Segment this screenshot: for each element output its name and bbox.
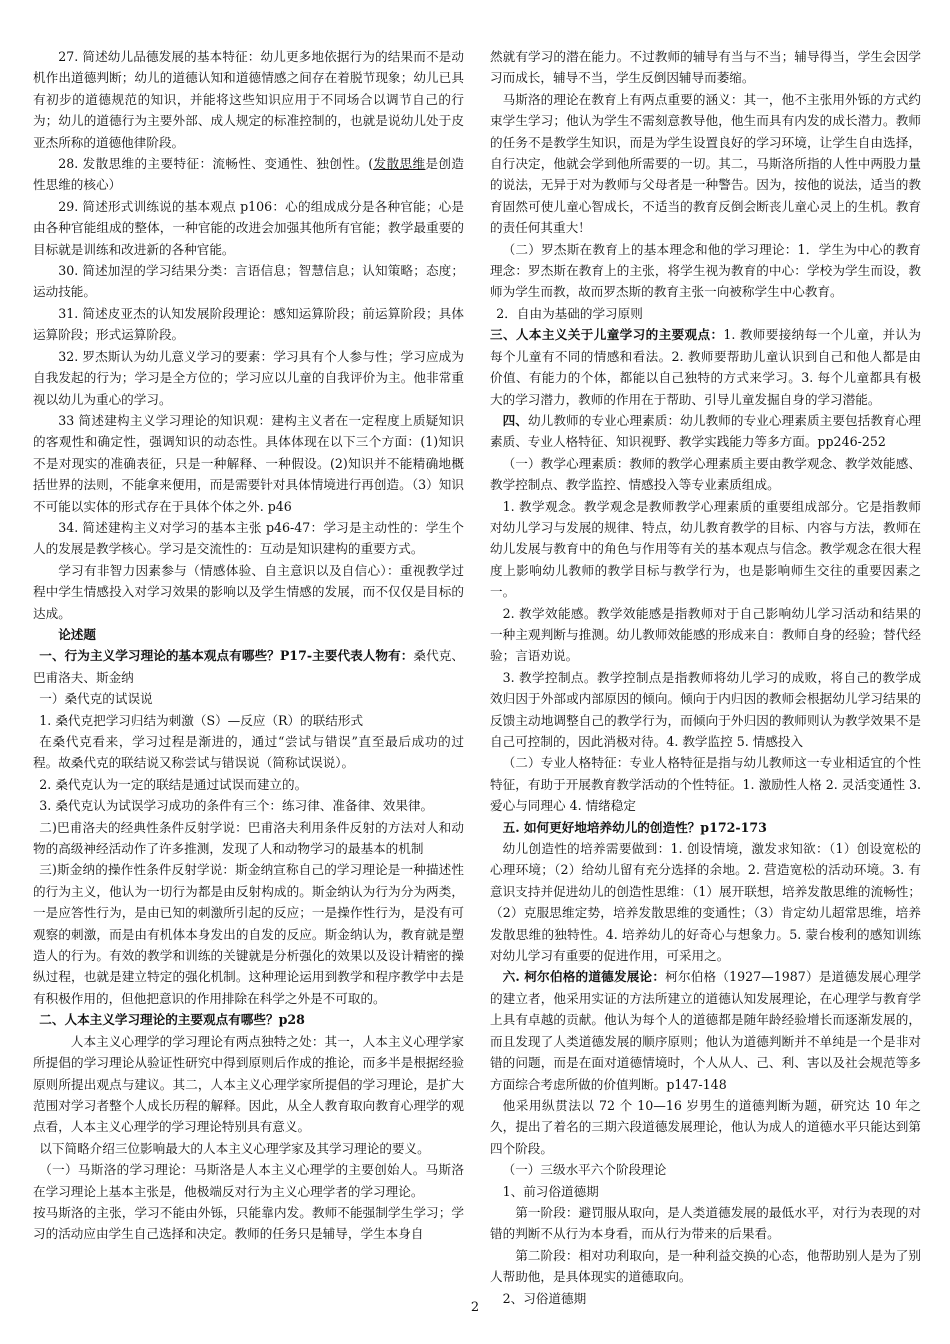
q28-text-end: 是创造性思维的核心）: [33, 156, 465, 193]
essay-5-heading: 五. 如何更好地培养幼儿的创造性？p172-173: [502, 819, 767, 835]
essay-6-body: 柯尔伯格（1927—1987）是道德发展心理学的建立者，他采用实证的方法所建立的道德认知发展理论，在心理学与教育学上具有卓越的贡献。他认为每个人的道德都是随年龄经验增长而逐渐发展的，而且发现了人类道德发展的顺序原则；他认为道德判断并不单纯是一个是非对错的问题，而是在面对道德情境时，个人从人、己、利、害以及社会规范等多方面综合考虑所做的价值判断。p147-148: [490, 969, 921, 1092]
right-paragraph-2: 马斯洛的理论在教育上有两点重要的涵义：其一，他不主张用外铄的方式约束学生学习；他认为学生不需刻意教导他，他生而具有内发的成长潜力。教师的任务不是教学生知识，而是为学生设置良好的学习环境，让学生自由选择，自行决定，他就会学到他所需要的一切。其二，马斯洛所指的人性中两股力量的说法，无异于对为教师与父母者是一种警告。因为，按他的说法，适当的教育固然可使儿童心智成长，不适当的教育反倒会断丧儿童心灵上的生机。教育的责任何其重大！: [490, 91, 921, 236]
essay-1-subsection-3: 三)斯金纳的操作性条件反射学说：斯金纳宣称自己的学习理论是一种描述性的行为主义，他认为一切行为都是由反射构成的。斯金纳认为行为分为两类，一是应答性行为，是由已知的刺激所引起的反应；一是操作性行为，是没有可观察的刺激，而是由有机体本身发出的自发的反应。斯金纳认为，教育就是塑造人的行为。有效的教学和训练的关键就是分析强化的效果以及设计精密的操纵过程，也就是建立特定的强化机制。这种理论运用到教学和程序教学中去是有积极作用的，但他把意识的作用排除在科学之外是不可取的。: [33, 862, 464, 1006]
essay-4-point-2: 2. 教学效能感。教学效能感是指教师对于自己影响幼儿学习活动和结果的一种主观判断与推测。幼儿教师效能感的形成来自：教师自身的经验；替代经验；言语劝说。: [490, 605, 921, 664]
essay-6-stage-2: 第二阶段：相对功利取向，是一种利益交换的心态，他帮助别人是为了别人帮助他，是具体现实的道德取向。: [490, 1247, 921, 1285]
page-number: 2: [470, 1300, 480, 1315]
essay-4-point-3: 3. 教学控制点。教学控制点是指教师将幼儿学习的成败，将自己的教学成效归因于外部或内部原因的倾向。倾向于内归因的教师会根据幼儿学习结果的反馈主动地调整自己的教学行为，而倾向于外归因的教师则认为教学效果不是自己可控制的，因此消极对待。4. 教学监控 5. 情感投入: [490, 669, 921, 749]
section-heading-essay: 论述题: [58, 626, 96, 642]
left-column: [33, 46, 464, 1245]
essay-3: [490, 324, 921, 410]
essay-2-paragraph-2: 以下简略介绍三位影响最大的人本主义心理学家及其学习理论的要义。: [39, 1140, 430, 1156]
essay-1-point-1-detail: 在桑代克看来，学习过程是渐进的，通过“尝试与错误”直至最后成功的过程。故桑代克的联结说又称尝试与错误说（简称试误说）。: [33, 734, 464, 771]
essay-1-point-3: 3. 桑代克认为试误学习成功的条件有三个：练习律、准备律、效果律。: [39, 798, 434, 814]
essay-1-subsection-2: 二)巴甫洛夫的经典性条件反射学说：巴甫洛夫利用条件反射的方法对人和动物的高级神经活动作了许多推测，发现了人和动物学习的最基本的机制: [33, 819, 464, 857]
essay-6-heading: 六. 柯尔伯格的道德发展论：: [502, 969, 666, 985]
essay-2-paragraph-3: （一）马斯洛的学习理论：马斯洛是人本主义心理学的主要创始人。马斯洛在学习理论上基本主张是，他极端反对行为主义心理学者的学习理论。: [33, 1162, 464, 1199]
essay-3-body: 1. 教师要接纳每一个儿童，并认为每个儿童有不同的情感和看法。2. 教师要帮助儿童认识到自己和他人都是由价值、有能力的个体，都能以自己独特的方式来学习。3. 每个儿童都具有极大的学习潜力，教师的作用在于帮助、引导儿童发掘自身的学习潜能。: [490, 327, 921, 407]
essay-6-period-2: 2、习俗道德期: [502, 1290, 587, 1306]
essay-1: [33, 645, 464, 688]
essay-1-people: 桑代克、巴甫洛夫、斯金纳: [33, 648, 464, 685]
essay-1-point-1: 1. 桑代克把学习归结为刺激（S）—反应（R）的联结形式: [39, 712, 364, 728]
essay-6-subsection-1: （一）三级水平六个阶段理论: [502, 1162, 667, 1178]
paragraph-q27: 27. 简述幼儿品德发展的基本特征：幼儿更多地依据行为的结果而不是动机作出道德判断；幼儿的道德认知和道德情感之间存在着脱节现象；幼儿已具有初步的道德规范的知识，并能将这些知识应用于不同场合以调节自己的行为；幼儿的道德行为主要外部、成人规定的标准控制的，也就是说幼儿处于皮亚杰所称的道德他律阶段。: [33, 49, 464, 150]
essay-1-subsection-1: 一）桑代克的试误说: [39, 691, 153, 707]
essay-4-subsection-1: （一）教学心理素质：教师的教学心理素质主要由教学观念、教学效能感、教学控制点、教学监控、情感投入等专业素质组成。: [490, 455, 921, 493]
right-paragraph-3: （二）罗杰斯在教育上的基本理念和他的学习理论：1．学生为中心的教育理念：罗杰斯在教育上的主张，将学生视为教育的中心：学校为学生而设，教师为学生而教，故而罗杰斯的教育主张一向被称学生中心教育。: [490, 241, 921, 300]
right-paragraph-4: 2．自由为基础的学习原则: [496, 305, 643, 321]
essay-2-paragraph-1: 人本主义心理学的学习理论有两点独特之处：其一，人本主义心理学家所提倡的学习理论从验证性研究中得到原则后作成的推论，而多半是根据经验原则所提出观点与建议。其二，人本主义心理学家所提倡的学习理论，是扩大范围对学习者整个人成长历程的解释。因此，从全人教育取向教育心理学的观点看，人本主义心理学的学习理论特别具有意义。: [33, 1033, 464, 1135]
q28-underlined-term: 发散思维: [373, 156, 426, 172]
q28-text: 28. 发散思维的主要特征：流畅性、变通性、独创性。(: [58, 156, 374, 172]
essay-2-paragraph-4: 按马斯洛的主张，学习不能由外铄，只能靠内发。教师不能强制学生学习；学习的活动应由学生自己选择和决定。教师的任务只是辅导，学生本身自: [33, 1204, 464, 1242]
paragraph-q28: [33, 153, 464, 196]
right-column: [490, 46, 921, 1309]
essay-4-subsection-2: （二）专业人格特征：专业人格特征是指与幼儿教师这一专业相适宜的个性特征，有助于开展教育教学活动的个性特征。1. 激励性人格 2. 灵活变通性 3. 爱心与同理心 4. 情绪稳定: [490, 755, 921, 814]
essay-6-stage-1: 第一阶段：避罚服从取向，是人类道德发展的最低水平，对行为表现的对错的判断不从行为本身看，而从行为带来的后果看。: [490, 1204, 921, 1242]
essay-2-heading: 二、人本主义学习理论的主要观点有哪些？p28: [39, 1012, 305, 1028]
essay-6: [490, 966, 921, 1094]
paragraph-q33: 33 简述建构主义学习理论的知识观：建构主义者在一定程度上质疑知识的客观性和确定性，强调知识的动态性。具体体现在以下三个方面：(1)知识不是对现实的准确表征，只是一种解释、一种假设。(2)知识并不能精确地概括世界的法则，不能拿来便用，而是需要针对具体情境进行再创造。（3）知识不可能以实体的形式存在于具体个体之外. p46: [33, 412, 464, 514]
essay-1-point-2: 2. 桑代克认为一定的联结是通过试误而建立的。: [39, 776, 308, 792]
paragraph-q32: 32. 罗杰斯认为幼儿意义学习的要素：学习具有个人参与性；学习应成为自我发起的行为；学习是全方位的；学习应以儿童的自我评价为主。他非常重视以幼儿为重心的学习。: [33, 348, 464, 407]
essay-4-body: 幼儿教师的专业心理素质：幼儿教师的专业心理素质主要包括教育心理素质、专业人格特征、知识视野、教学实践能力等多方面。pp246-252: [490, 412, 922, 450]
essay-1-heading: 一、行为主义学习理论的基本观点有哪些？P17-主要代表人物有：: [39, 648, 414, 664]
essay-6-paragraph-2: 他采用纵贯法以 72 个 10—16 岁男生的道德判断为题，研究达 10 年之久，提出了着名的三期六段道德发展理论，他认为成人的道德水平只能达到第四个阶段。: [490, 1097, 921, 1156]
essay-4: [490, 410, 921, 453]
paragraph-q34: 34. 简述建构主义对学习的基本主张 p46-47：学习是主动性的：学生个人的发展是教学核心。学习是交流性的：互动是知识建构的重要方式。: [33, 519, 464, 557]
paragraph-q34-extra: 学习有非智力因素参与（情感体验、自主意识以及自信心）：重视教学过程中学生情感投入对学习效果的影响以及学生情感的发展，而不仅仅是目标的达成。: [33, 562, 464, 621]
paragraph-q29: 29. 简述形式训练说的基本观点 p106：心的组成成分是各种官能；心是由各种官能组成的整体，一种官能的改进会加强其他所有官能；教学最重要的目标就是训练和改进新的各种官能。: [33, 198, 464, 257]
essay-6-period-1: 1、前习俗道德期: [502, 1183, 599, 1199]
essay-5-body: 幼儿创造性的培养需要做到：1. 创设情境，激发求知欲：（1）创设宽松的心理环境；（2）给幼儿留有充分选择的余地。2. 营造宽松的活动环境。3. 有意识支持并促进幼儿的创造性思维：（1）展开联想，培养发散思维的流畅性；（2）克服思维定势，培养发散思维的变通性；（3）肯定幼儿超常思维，培养发散思维的独特性。4. 培养幼儿的好奇心与想象力。5. 蒙台梭利的感知训练对幼儿学习有重要的促进作用，可采用之。: [490, 841, 921, 964]
essay-4-heading: 四、: [502, 412, 528, 428]
right-paragraph-1: 然就有学习的潜在能力。不过教师的辅导有当与不当；辅导得当，学生会因学习而成长，辅导不当，学生反倒因辅导而萎缩。: [490, 49, 921, 86]
essay-3-heading: 三、人本主义关于儿童学习的主要观点：: [490, 327, 724, 343]
paragraph-q30: 30. 简述加涅的学习结果分类：言语信息；智慧信息；认知策略；态度；运动技能。: [33, 263, 464, 300]
paragraph-q31: 31. 简述皮亚杰的认知发展阶段理论：感知运算阶段；前运算阶段；具体运算阶段；形式运算阶段。: [33, 305, 464, 343]
essay-4-point-1: 1. 教学观念。教学观念是教师教学心理素质的重要组成部分。它是指教师对幼儿学习与发展的规律、特点，幼儿教育教学的目标、内容与方法，教师在幼儿发展与教育中的角色与作用等有关的基本观点与信念。教学观念在很大程度上影响幼儿教师的教学目标与教学行为，也是影响师生交往的重要因素之一。: [490, 498, 921, 600]
